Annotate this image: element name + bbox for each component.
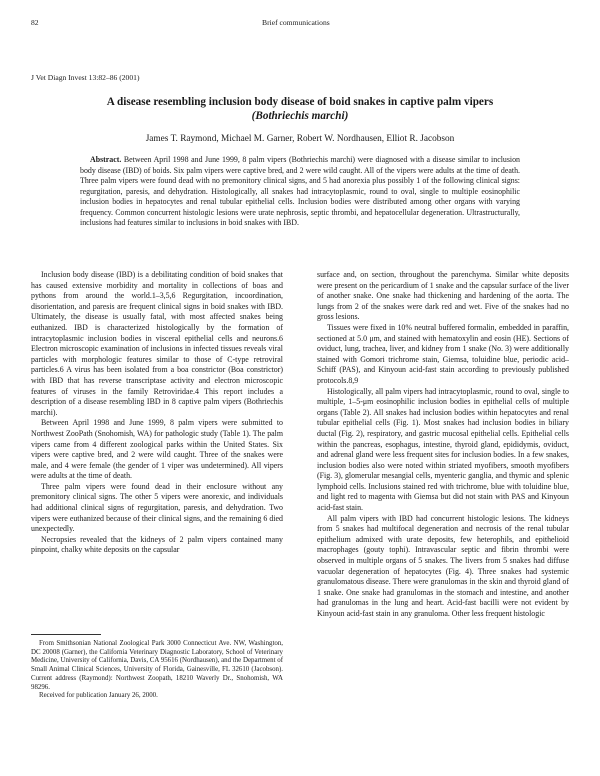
left-column	[31, 270, 283, 556]
footnote-divider	[31, 634, 101, 635]
body-paragraph: Between April 1998 and June 1999, 8 palm vipers were submitted to Northwest ZooPath (Snohomish, WA) for pathologic study (Table 1). The palm vipers came from 4 different zoological parks within the United States. Six vipers were captive bred, and 2 were wild caught. Three of the snakes were male, and 4 were female (the gender of 1 viper was undetermined). All vipers were adults at the time of death.	[31, 418, 283, 481]
article-title	[30, 95, 570, 123]
author-list: James T. Raymond, Michael M. Garner, Robert W. Nordhausen, Elliot R. Jacobson	[145, 134, 455, 144]
title-line-1: A disease resembling inclusion body disease of boid snakes in captive palm vipers	[106, 96, 494, 108]
title-line-2: (Bothriechis marchi)	[251, 110, 349, 122]
body-paragraph: surface and, on section, throughout the parenchyma. Similar white deposits were present on the pericardium of 1 snake and the capsular surface of the liver of another snake. One snake had thickening and hardening of the aorta. The lungs from 2 of the snakes were dark red and wet. Five of the snakes had no gross lesions.	[317, 270, 569, 322]
body-paragraph: All palm vipers with IBD had concurrent histologic lesions. The kidneys from 5 snakes had multifocal degeneration and necrosis of the renal tubular epithelium admixed with urate deposits, few heterophils, and epithelioid macrophages (gouty tophi). Intravascular septic and fibrin thrombi were observed in multiple organs of 5 snakes. The livers from 5 snakes had diffuse vacuolar degeneration of hepatocytes (Fig. 4). Three snakes had systemic granulomatous disease. There were granulomas in the skin and thyroid gland of 1 snake. One snake had granulomas in the stomach and intestine, and another had granulomas in the lung and heart. Acid-fast bacilli were not evident by Kinyoun acid-fast stain in any granuloma. Other less frequent histologic	[317, 513, 569, 618]
page-number: 82	[31, 18, 39, 27]
journal-citation: J Vet Diagn Invest 13:82–86 (2001)	[31, 73, 140, 82]
section-title: Brief communications	[262, 18, 330, 27]
abstract	[80, 155, 520, 229]
abstract-text: Between April 1998 and June 1999, 8 palm vipers (Bothriechis marchi) were diagnosed with a disease similar to inclusion body disease (IBD) of boids. Six palm vipers were captive bred, and 2 were wild caught. All of the vipers were adults at the time of death. Three palm vipers were found dead with no premonitory clinical signs, and 5 had anorexia plus possibly 1 of the following clinical signs: regurgitation, paresis, and dehydration. Histologically, all snakes had intracytoplasmic, round to oval, single to multiple eosinophilic inclusion bodies in hepatocytes and renal tubular epithelial cells. Inclusion bodies were distributed among other organs with varying frequency. Common concurrent histologic lesions were urate nephrosis, septic thrombi, and hepatocellular degeneration. Ultrastructurally, inclusions had features similar to inclusions in boid snakes with IBD.	[80, 155, 520, 228]
body-paragraph: Histologically, all palm vipers had intracytoplasmic, round to oval, single to multiple, 1–5-μm eosinophilic inclusion bodies in epithelial cells of multiple organs (Table 2). All snakes had inclusion bodies within hepatocytes and renal tubular epithelial cells (Fig. 1). Most snakes had inclusion bodies in biliary ductal (Fig. 2), respiratory, and gastric mucosal epithelial cells. Epithelial cells within the pancreas, esophagus, intestine, thyroid gland, epididymis, oviduct, and adrenal gland were less frequent sites for inclusion bodies. In a few snakes, inclusion bodies also were noted within striated myofibers, smooth myofibers (Fig. 3), glomerular mesangial cells, myenteric ganglia, and thymic and splenic lymphoid cells. Inclusions stained red with trichrome, blue with toluidine blue, and light red to magenta with Giemsa but did not stain with PAS and Kinyoun acid-fast stain.	[317, 386, 569, 513]
body-paragraph: Inclusion body disease (IBD) is a debilitating condition of boid snakes that has caused extensive morbidity and mortality in collections of boas and pythons from around the world.1–3,5,6 Regurgitation, incoordination, disorientation, and paresis are frequent clinical signs in boid snakes with IBD. Ultimately, the disease is usually fatal, with most affected snakes being euthanized. IBD is characterized histologically by the formation of intracytoplasmic inclusion bodies in visceral epithelial cells and neurons.6 Electron microscopic examination of inclusions in infected tissues reveals viral particles with morphologic features similar to those of C-type retroviral particles.6 A virus has been isolated from a boa constrictor (Boa constrictor) with IBD that has reverse transcriptase activity and electron microscopic features of viruses in the family Retroviridae.4 This report includes a description of a disease resembling IBD in 8 captive palm vipers (Bothriechis marchi).	[31, 270, 283, 417]
footnote-received: Received for publication January 26, 2000.	[39, 692, 158, 700]
body-paragraph: Three palm vipers were found dead in their enclosure without any premonitory clinical signs. The other 5 vipers were anorexic, and individuals had additional clinical signs of regurgitation, paresis, and dehydration. Two vipers were euthanized because of their clinical signs, and the remaining 6 died unexpectedly.	[31, 481, 283, 534]
body-paragraph: Necropsies revealed that the kidneys of 2 palm vipers contained many pinpoint, chalky white deposits on the capsular	[31, 534, 283, 555]
body-paragraph: Tissues were fixed in 10% neutral buffered formalin, embedded in paraffin, sectioned at 5.0 μm, and stained with hematoxylin and eosin (HE). Sections of oviduct, lung, trachea, liver, and kidney from 1 snake (No. 3) were additionally stained with Gomori trichrome stain, Giemsa, toluidine blue, periodic acid–Schiff (PAS), and Kinyoun acid-fast stain according to previously published protocols.8,9	[317, 322, 569, 385]
footnote-affiliations: From Smithsonian National Zoological Park 3000 Connecticut Ave. NW, Washington, DC 20008 (Garner), the California Veterinary Diagnostic Laboratory, School of Veterinary Medicine, University of California, Davis, CA 95616 (Nordhausen), and the Department of Small Animal Clinical Sciences, University of Florida, Gainesville, FL 32610 (Jacobson). Current address (Raymond): Northwest Zoopath, 18210 Waverly Dr., Snohomish, WA 98296.	[31, 640, 283, 691]
abstract-label: Abstract.	[90, 155, 122, 164]
right-column	[317, 270, 569, 620]
footnote	[31, 640, 283, 701]
